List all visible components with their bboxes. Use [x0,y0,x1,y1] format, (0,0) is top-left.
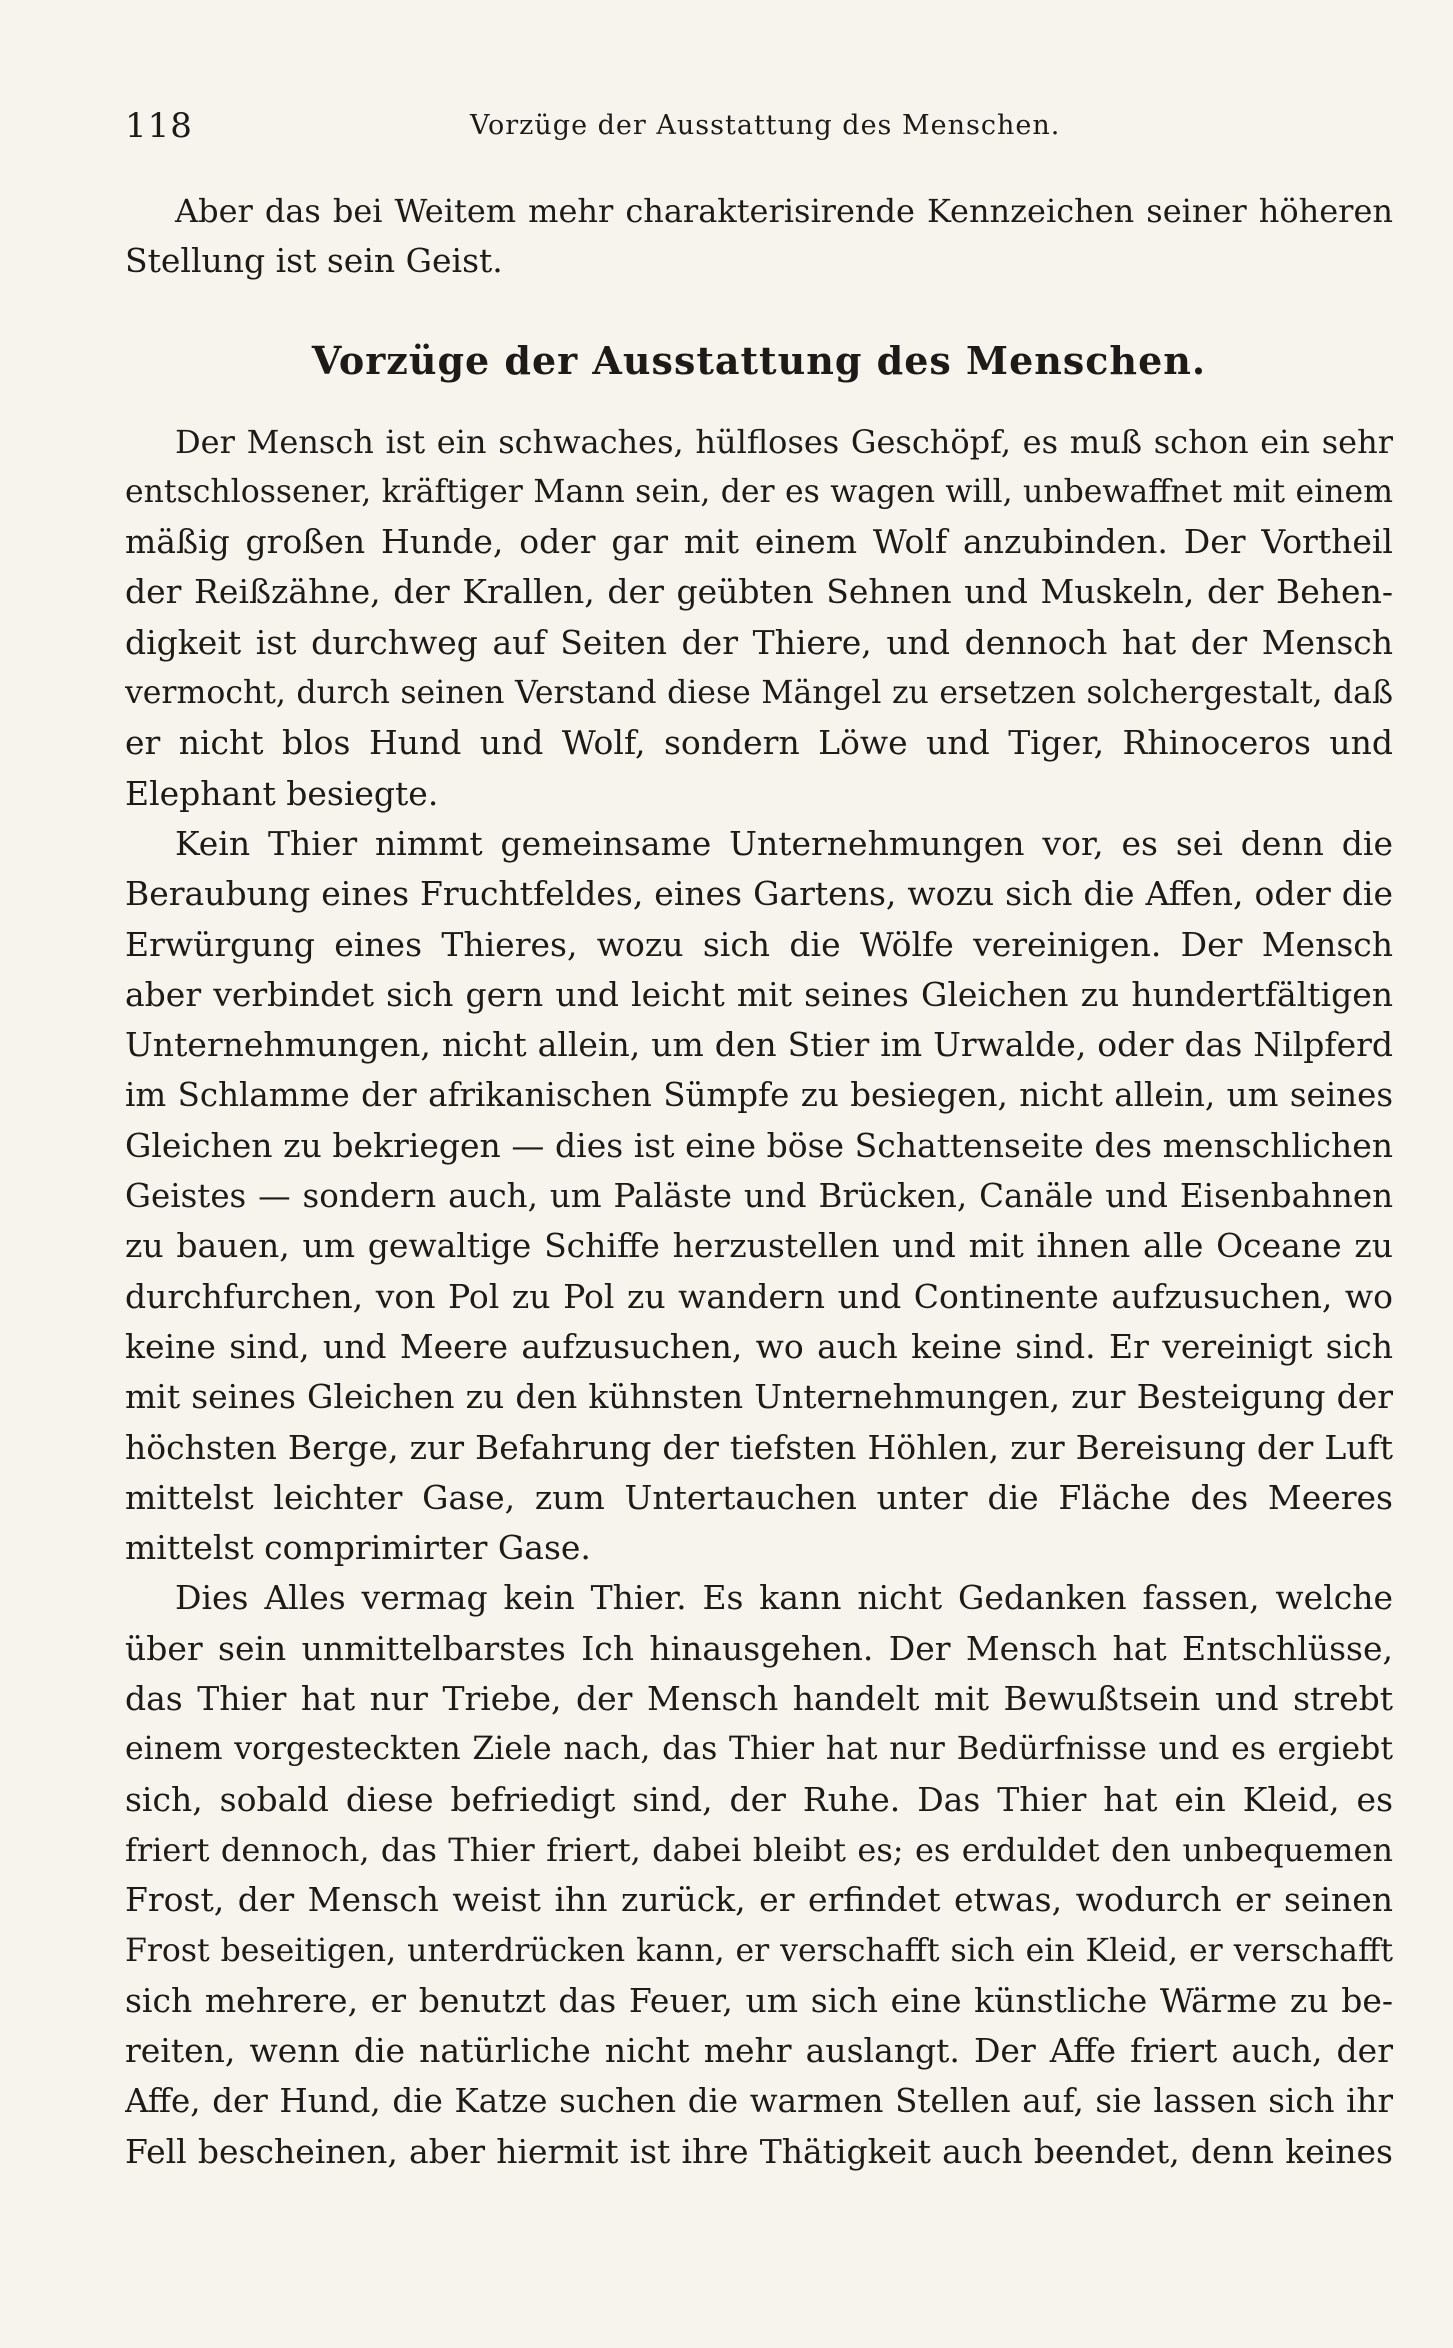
text-line: Aber das bei Weitem mehr charakterisirende Kennzeichen seiner höheren [175,192,1393,230]
text-line: keine sind, und Meere aufzusuchen, wo auch keine sind. Er vereinigt sich [125,1326,1393,1366]
paragraph-2 [125,819,1393,1573]
text-line: der Reißzähne, der Krallen, der geübten Sehnen und Muskeln, der Behen- [125,572,1393,612]
paragraph-1 [125,417,1393,819]
page-number: 118 [125,106,193,146]
text-line: Affe, der Hund, die Katze suchen die warmen Stellen auf, sie lassen sich ihr [125,2082,1393,2121]
text-line: mittelst comprimirter Gase. [125,1528,591,1568]
text-line: Beraubung eines Fruchtfeldes, eines Gartens, wozu sich die Affen, oder die [125,874,1393,914]
text-line: einem vorgesteckten Ziele nach, das Thier hat nur Bedürfnisse und es ergiebt [125,1731,1393,1768]
text-line: reiten, wenn die natürliche nicht mehr auslangt. Der Affe friert auch, der [125,2031,1393,2071]
text-line: Stellung ist sein Geist. [125,241,503,281]
text-line: friert dennoch, das Thier friert, dabei bleibt es; es erduldet den unbequemen [125,1830,1393,1869]
running-head [125,100,1393,148]
text-line: vermocht, durch seinen Verstand diese Mängel zu ersetzen solchergestalt, daß [125,675,1393,712]
text-line: Erwürgung eines Thieres, wozu sich die Wölfe vereinigen. Der Mensch [125,924,1393,964]
text-line: das Thier hat nur Triebe, der Mensch handelt mit Bewußtsein und strebt [125,1679,1393,1719]
text-line: Fell bescheinen, aber hiermit ist ihre Thätigkeit auch beendet, denn keines [125,2131,1393,2171]
section-heading: Vorzüge der Ausstattung des Menschen. [311,337,1207,383]
text-line: mäßig großen Hunde, oder gar mit einem Wolf anzubinden. Der Vortheil [125,522,1393,562]
text-line: durchfurchen, von Pol zu Pol zu wandern und Continente aufzusuchen, wo [125,1276,1393,1316]
text-line: digkeit ist durchweg auf Seiten der Thiere, und dennoch hat der Mensch [125,622,1393,662]
text-line: entschlossener, kräftiger Mann sein, der es wagen will, unbewaffnet mit einem [125,473,1393,510]
text-line: höchsten Berge, zur Befahrung der tiefsten Höhlen, zur Bereisung der Luft [125,1427,1393,1467]
text-line: er nicht blos Hund und Wolf, sondern Löwe und Tiger, Rhinoceros und [125,723,1393,763]
text-line: sich mehrere, er benutzt das Feuer, um sich eine künstliche Wärme zu be- [125,1980,1393,2020]
text-line: sich, sobald diese befriedigt sind, der Ruhe. Das Thier hat ein Kleid, es [125,1779,1393,1819]
paragraph-3 [125,1573,1393,2177]
text-line: Gleichen zu bekriegen — dies ist eine böse Schattenseite des menschlichen [125,1125,1393,1165]
text-line: mittelst leichter Gase, zum Untertauchen unter die Fläche des Meeres [125,1477,1393,1517]
text-line: Der Mensch ist ein schwaches, hülfloses Geschöpf, es muß schon ein sehr [175,422,1393,461]
text-line: Kein Thier nimmt gemeinsame Unternehmungen vor, es sei denn die [175,823,1393,863]
text-line: mit seines Gleichen zu den kühnsten Unternehmungen, zur Besteigung der [125,1377,1393,1417]
text-line: Dies Alles vermag kein Thier. Es kann nicht Gedanken fassen, welche [175,1578,1393,1618]
text-line: aber verbindet sich gern und leicht mit seines Gleichen zu hundertfältigen [125,974,1393,1014]
book-page [125,100,1393,2177]
text-line: Unternehmungen, nicht allein, um den Stier im Urwalde, oder das Nilpferd [125,1025,1393,1065]
text-line: im Schlamme der afrikanischen Sümpfe zu besiegen, nicht allein, um seines [125,1076,1393,1115]
intro-paragraph [125,186,1393,287]
text-line: Elephant besiegte. [125,773,439,813]
text-line: zu bauen, um gewaltige Schiffe herzustellen und mit ihnen alle Oceane zu [125,1226,1393,1266]
text-line: über sein unmittelbarstes Ich hinausgehen. Der Mensch hat Entschlüsse, [125,1628,1393,1668]
running-title: Vorzüge der Ausstattung des Menschen. [470,110,1061,141]
text-line: Frost beseitigen, unterdrücken kann, er verschafft sich ein Kleid, er verschafft [125,1932,1393,1969]
text-line: Frost, der Mensch weist ihn zurück, er erfindet etwas, wodurch er seinen [125,1880,1393,1920]
text-line: Geistes — sondern auch, um Paläste und Brücken, Canäle und Eisenbahnen [125,1177,1393,1216]
